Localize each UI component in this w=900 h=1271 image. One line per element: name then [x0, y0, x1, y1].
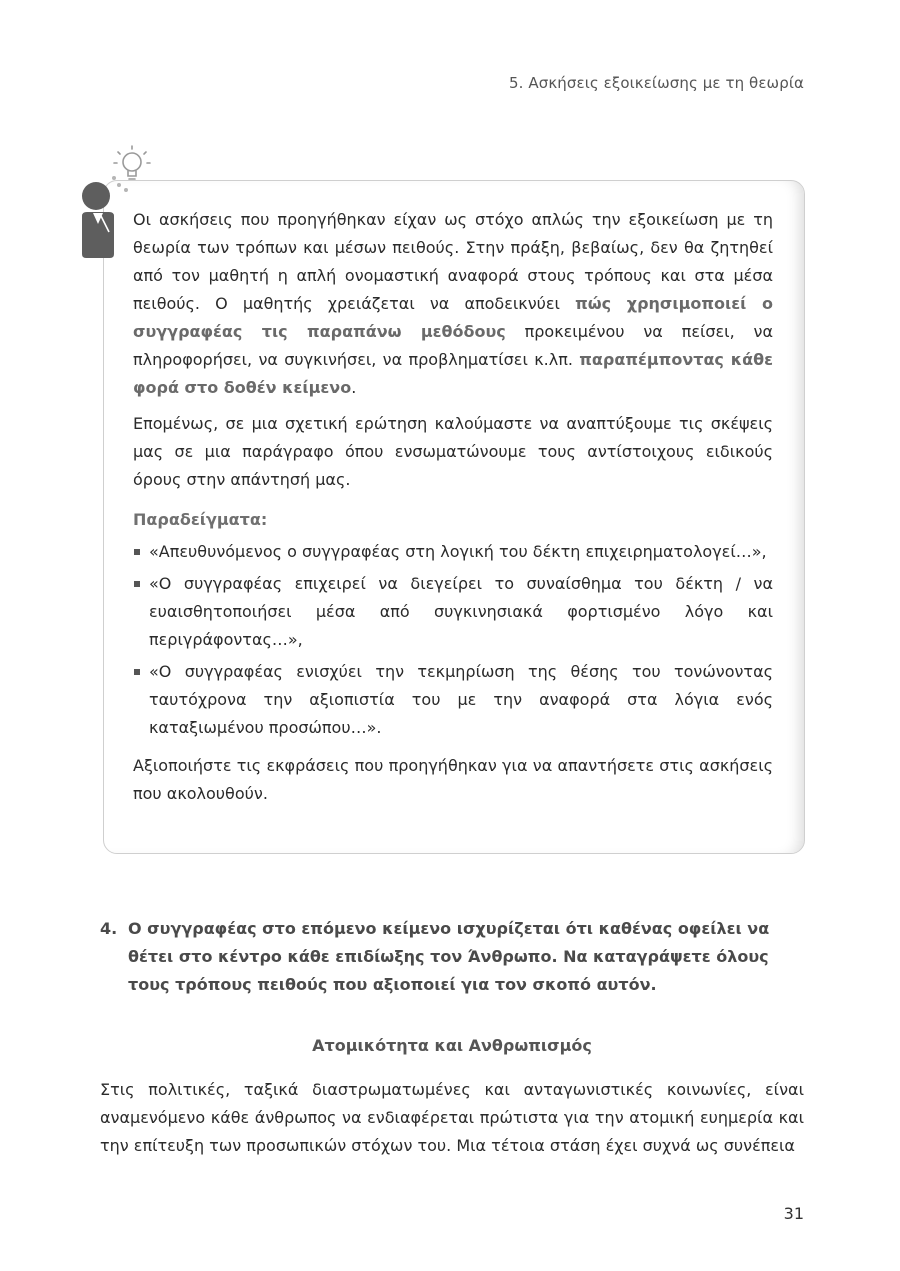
- bullet-icon: [134, 549, 140, 555]
- emphasis-method: πώς χρησιμοποιεί ο συγγραφέας τις παραπάνω μεθόδους: [133, 294, 773, 341]
- second-paragraph: Επομένως, σε μια σχετική ερώτηση καλούμαστε να αναπτύξουμε τις σκέψεις μας σε μια παράγραφο όπου ενσωματώνουμε τους αντίστοιχους ειδικούς όρους στην απάντησή μας.: [133, 414, 773, 489]
- bullet-icon: [134, 669, 140, 675]
- theory-box-content: [133, 206, 773, 808]
- intro-paragraph: Οι ασκήσεις που προηγήθηκαν είχαν ως στόχο απλώς την εξοικείωση με τη θεωρία των τρόπων και μέσων πειθούς. Στην πράξη, βεβαίως, δεν θα ζητηθεί από τον μαθητή η απλή ονομαστική αναφορά στους τρόπους και στα μέσα πειθούς. Ο μαθητής χρειάζεται να αποδεικνύει πώς χρησιμοποιεί ο συγγραφέας τις παραπάνω μεθόδους προκειμένου να πείσει, να πληροφορήσει, να συγκινήσει, να προβληματίσει κ.λπ. παραπέμποντας κάθε φορά στο δοθέν κείμενο.: [133, 210, 773, 397]
- question-text: Ο συγγραφέας στο επόμενο κείμενο ισχυρίζεται ότι καθένας οφείλει να θέτει στο κέντρο κάθε επιδίωξης τον Άνθρωπο. Να καταγράψετε όλους τους τρόπους πειθούς που αξιοποιεί για τον σκοπό αυτόν.: [128, 919, 770, 994]
- person-icon: [79, 180, 119, 260]
- examples-title: Παραδείγματα:: [133, 510, 268, 529]
- reading-title: Ατομικότητα και Ανθρωπισμός: [312, 1036, 592, 1055]
- example-item: «Ο συγγραφέας επιχειρεί να διεγείρει το συναίσθημα του δέκτη / να ευαισθητοποιήσει μέσα από συγκινησιακά φορτισμένο λόγο και περιγράφοντας…»,: [133, 570, 773, 654]
- reading-body: [100, 1076, 804, 1160]
- emphasis-reference: παραπέμποντας κάθε φορά στο δοθέν κείμενο: [133, 350, 773, 397]
- question-number: 4.: [100, 919, 118, 938]
- examples-list: [133, 538, 773, 742]
- reading-paragraph: Στις πολιτικές, ταξικά διαστρωματωμένες και ανταγωνιστικές κοινωνίες, είναι αναμενόμενο κάθε άνθρωπος να ενδιαφέρεται πρώτιστα για την ατομική ευημερία και την επίτευξη των προσωπικών στόχων του. Μια τέτοια στάση έχει συχνά ως συνέπεια: [100, 1080, 804, 1155]
- bullet-icon: [134, 581, 140, 587]
- example-item: «Ο συγγραφέας ενισχύει την τεκμηρίωση της θέσης του τονώνοντας ταυτόχρονα την αξιοπιστία του με την αναφορά στα λόγια ενός καταξιωμένου προσώπου…».: [133, 658, 773, 742]
- exercise-question: [100, 915, 804, 999]
- running-header: 5. Ασκήσεις εξοικείωσης με τη θεωρία: [508, 74, 804, 92]
- page-number: 31: [783, 1204, 804, 1223]
- closing-paragraph: Αξιοποιήστε τις εκφράσεις που προηγήθηκαν για να απαντήσετε στις ασκήσεις που ακολουθούν.: [133, 756, 773, 803]
- example-item: «Απευθυνόμενος ο συγγραφέας στη λογική του δέκτη επιχειρηματολογεί…»,: [133, 538, 773, 566]
